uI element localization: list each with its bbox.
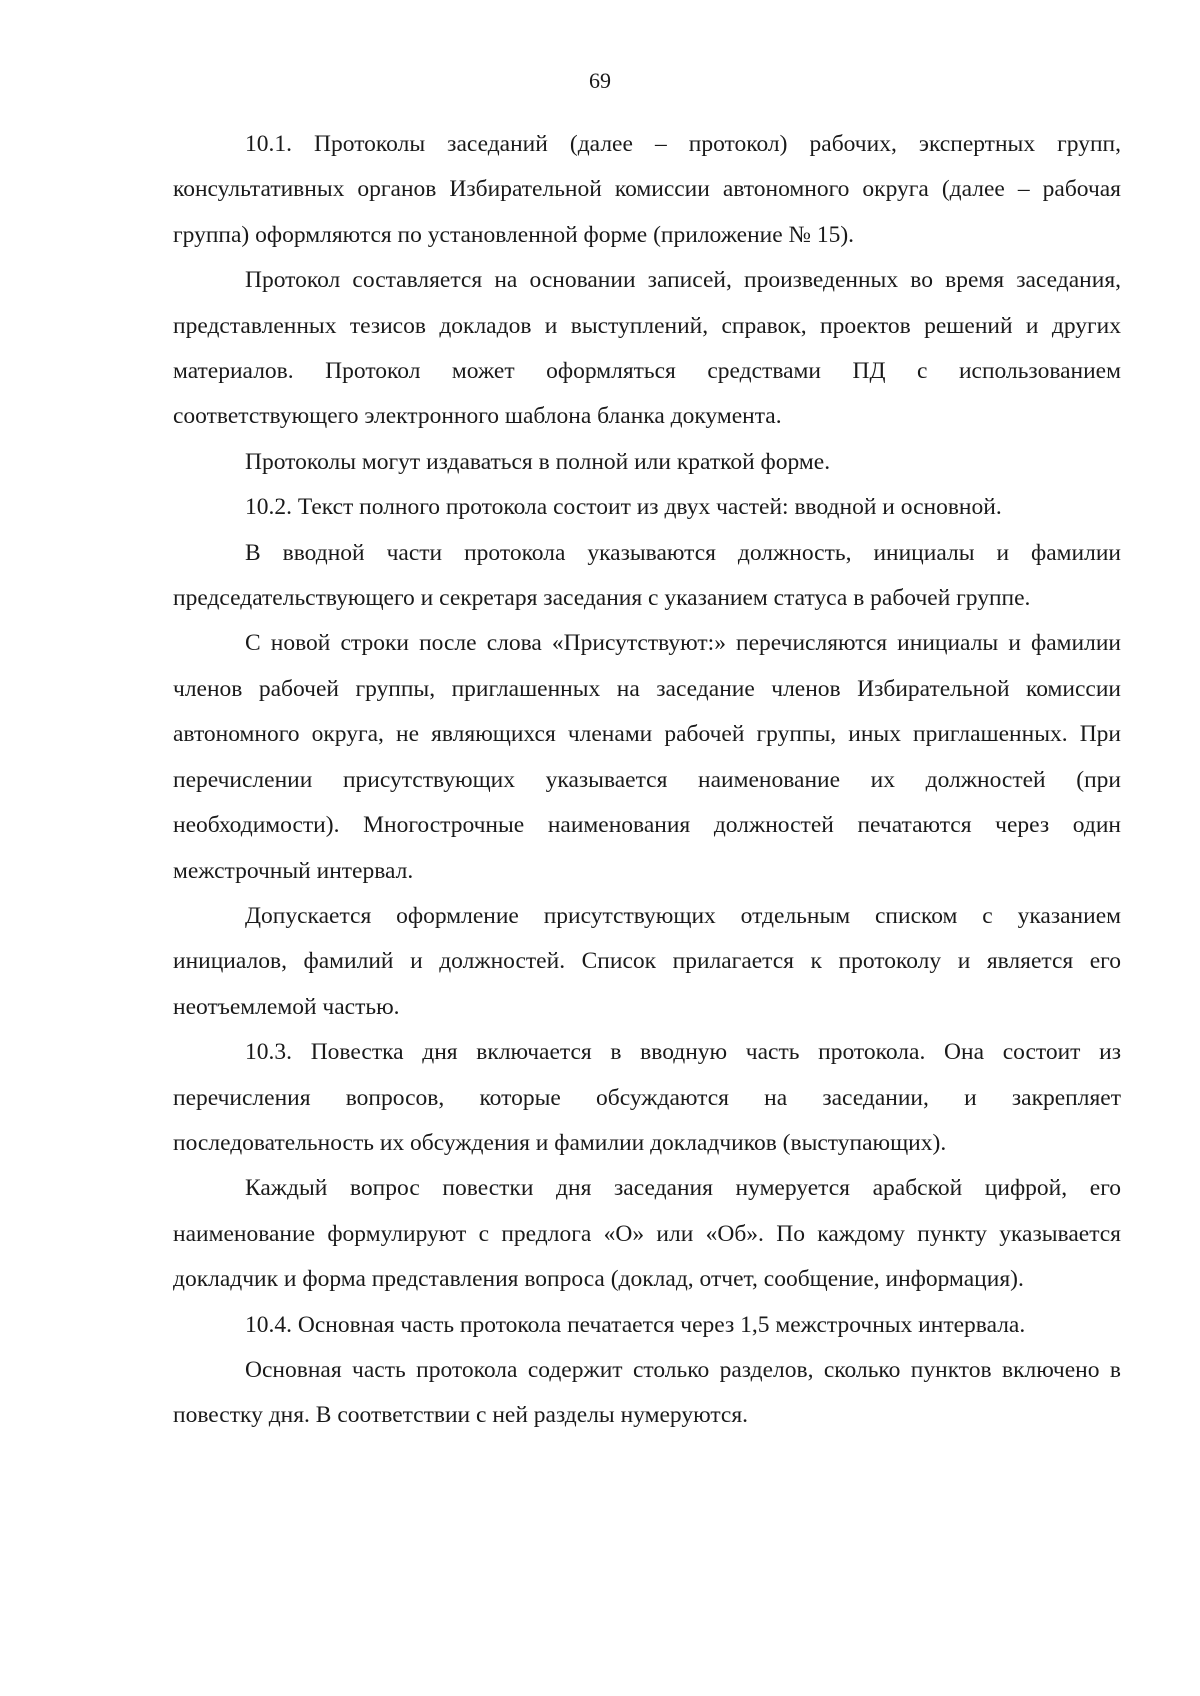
document-body	[173, 122, 1121, 1439]
paragraph: С новой строки после слова «Присутствуют:» перечисляются инициалы и фамилии членов рабочей группы, приглашенных на заседание членов Избирательной комиссии автономного округа, не являющихся членами рабочей группы, иных приглашенных. При перечислении присутствующих указывается наименование их должностей (при необходимости). Многострочные наименования должностей печатаются через один межстрочный интервал.	[173, 630, 1121, 884]
paragraph: Основная часть протокола содержит столько разделов, сколько пунктов включено в повестку дня. В соответствии с ней разделы нумеруются.	[173, 1356, 1121, 1429]
paragraph: Каждый вопрос повестки дня заседания нумеруется арабской цифрой, его наименование формулируют с предлога «О» или «Об». По каждому пункту указывается докладчик и форма представления вопроса (доклад, отчет, сообщение, информация).	[173, 1175, 1121, 1293]
paragraph: Протоколы могут издаваться в полной или краткой форме.	[245, 448, 831, 475]
paragraph: В вводной части протокола указываются должность, инициалы и фамилии председательствующего и секретаря заседания с указанием статуса в рабочей группе.	[173, 539, 1121, 612]
paragraph-10-2: 10.2. Текст полного протокола состоит из двух частей: вводной и основной.	[245, 494, 1002, 521]
page-number: 69	[589, 68, 611, 93]
paragraph: Допускается оформление присутствующих отдельным списком с указанием инициалов, фамилий и должностей. Список прилагается к протоколу и является его неотъемлемой частью.	[173, 902, 1121, 1020]
paragraph-10-3: 10.3. Повестка дня включается в вводную часть протокола. Она состоит из перечисления вопросов, которые обсуждаются на заседании, и закрепляет последовательность их обсуждения и фамилии докладчиков (выступающих).	[173, 1039, 1121, 1156]
paragraph-10-1: 10.1. Протоколы заседаний (далее – протокол) рабочих, экспертных групп, консультативных органов Избирательной комиссии автономного округа (далее – рабочая группа) оформляются по установленной форме (приложение № 15).	[173, 131, 1121, 248]
paragraph: Протокол составляется на основании записей, произведенных во время заседания, представленных тезисов докладов и выступлений, справок, проектов решений и других материалов. Протокол может оформляться средствами ПД с использованием соответствующего электронного шаблона бланка документа.	[173, 267, 1121, 430]
paragraph-10-4: 10.4. Основная часть протокола печатается через 1,5 межстрочных интервала.	[245, 1311, 1026, 1338]
